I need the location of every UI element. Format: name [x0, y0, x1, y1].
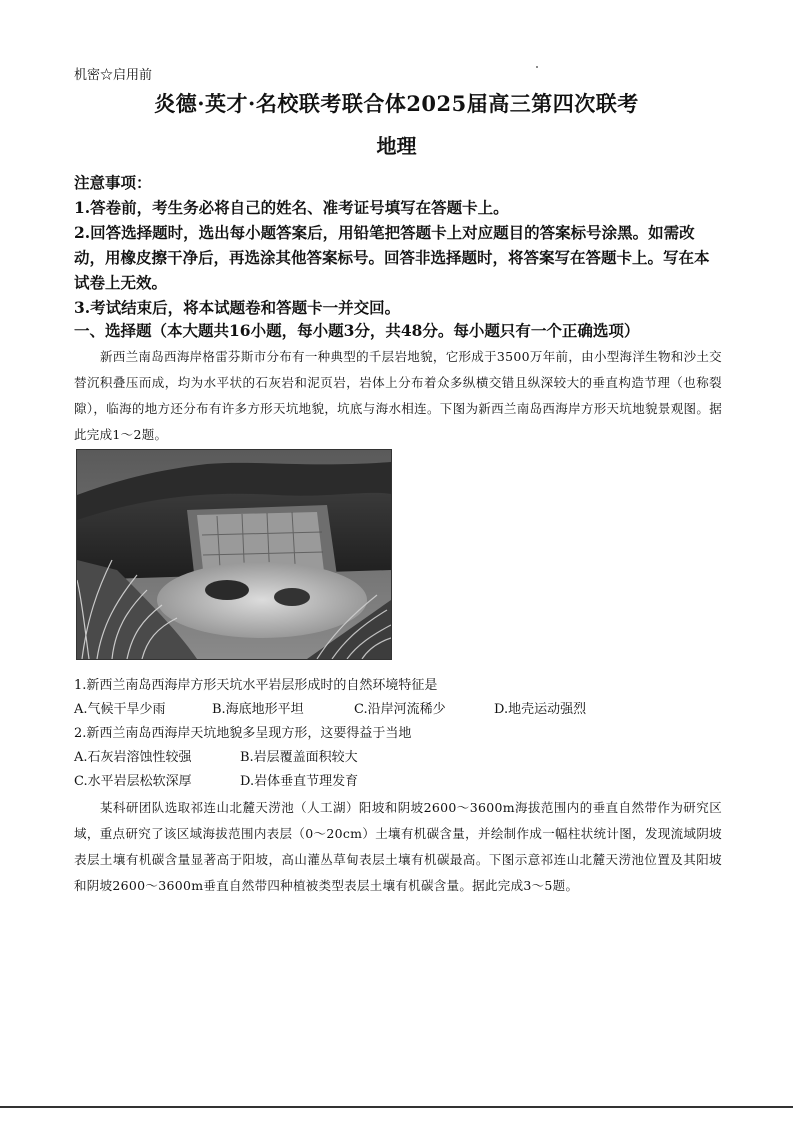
question-2-stem: 2.新西兰南岛西海岸天坑地貌多呈现方形，这要得益于当地 [74, 726, 412, 741]
option-1c: C.沿岸河流稀少 [354, 702, 446, 717]
notes-block [74, 170, 724, 320]
question-2 [74, 722, 734, 794]
section-heading: 一、选择题（本大题共16小题，每小题3分，共48分。每小题只有一个正确选项） [74, 321, 640, 340]
option-2d: D.岩体垂直节理发育 [240, 774, 359, 789]
option-2b: B.岩层覆盖面积较大 [240, 750, 358, 765]
option-2a: A.石灰岩溶蚀性较强 [74, 750, 192, 765]
option-1b: B.海底地形平坦 [212, 702, 304, 717]
question-1-stem: 1.新西兰南岛西海岸方形天坑水平岩层形成时的自然环境特征是 [74, 678, 438, 693]
question-2-options-row2 [74, 770, 734, 794]
notes-heading: 注意事项： [74, 173, 152, 192]
scan-speck [536, 66, 538, 68]
option-1a: A.气候干旱少雨 [74, 702, 166, 717]
subject-title: 地理 [376, 134, 417, 158]
notes-item-3: 3.考试结束后，将本试题卷和答题卡一并交回。 [74, 298, 401, 317]
question-1-options [74, 698, 734, 722]
option-2c: C.水平岩层松软深厚 [74, 774, 192, 789]
passage-1: 新西兰南岛西海岸格雷芬斯市分布有一种典型的千层岩地貌，它形成于3500万年前，由小型海洋生物和沙土交替沉积叠压而成，均为水平状的石灰岩和泥页岩，岩体上分布着众多纵横交错且纵深较大的垂直构造节理（也称裂隙），临海的地方还分布有许多方形天坑地貌，坑底与海水相连。下图为新西兰南岛西海岸方形天坑地貌景观图。据此完成1～2题。 [74, 349, 722, 442]
notes-item-1: 1.答卷前，考生务必将自己的姓名、准考证号填写在答题卡上。 [74, 198, 509, 217]
option-1d: D.地壳运动强烈 [494, 702, 587, 717]
exam-title: 炎德·英才·名校联考联合体2025届高三第四次联考 [154, 91, 639, 116]
sinkhole-photo [76, 449, 392, 660]
page-bottom-rule [0, 1106, 793, 1108]
question-2-options-row1 [74, 746, 734, 770]
notes-item-2: 2.回答选择题时，选出每小题答案后，用铅笔把答题卡上对应题目的答案标号涂黑。如需改动，用橡皮擦干净后，再选涂其他答案标号。回答非选择题时，将答案写在答题卡上。写在本试卷上无效。 [74, 223, 710, 292]
confidential-label: 机密☆启用前 [74, 68, 153, 83]
question-1 [74, 674, 734, 722]
passage-2: 某科研团队选取祁连山北麓天涝池（人工湖）阳坡和阴坡2600～3600m海拔范围内的垂直自然带作为研究区域，重点研究了该区域海拔范围内表层（0～20cm）土壤有机碳含量，并绘制作成一幅柱状统计图，发现流域阴坡表层土壤有机碳含量显著高于阳坡，高山灌丛草甸表层土壤有机碳最高。下图示意祁连山北麓天涝池位置及其阳坡和阴坡2600～3600m垂直自然带四种植被类型表层土壤有机碳含量。据此完成3～5题。 [74, 800, 722, 893]
